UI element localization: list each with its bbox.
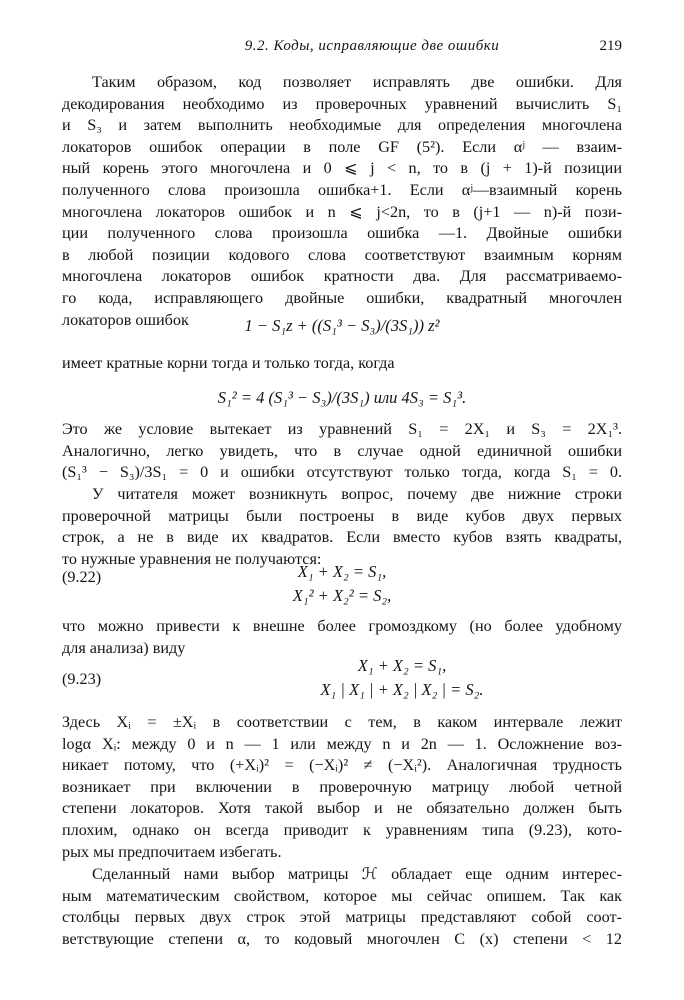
equation-9-23-line-1: X₁ + X₂ = S₁,	[357, 656, 447, 675]
paragraph-reader-question	[62, 484, 622, 570]
text-line: степени локаторов. Хотя такой выбор и не обязательно должен быть	[62, 799, 622, 818]
paragraph-matrix-property	[62, 864, 622, 950]
text-line: многочлена локаторов ошибок кратности два. Для рассматриваемо-	[62, 267, 622, 286]
paragraph-multiple-roots	[62, 353, 622, 375]
text-line: ным математическим свойством, которое мы сейчас опишем. Так как	[62, 886, 622, 905]
text-line: и S₃ и затем выполнить необходимые для определения многочлена	[62, 116, 622, 135]
equation-9-22-line-1: X₁ + X₂ = S₁,	[297, 562, 387, 581]
text-line: локаторов ошибок	[62, 310, 189, 329]
text-line: Аналогично, легко увидеть, что в случае одной единичной ошибки	[62, 441, 622, 460]
text-line: для анализа) виду	[62, 638, 186, 657]
paragraph-same-condition	[62, 419, 622, 484]
text-line: многочлена локаторов ошибок и n ⩽ j<2n, то в (j+1 — n)-й пози-	[62, 202, 622, 221]
paragraph-decoding	[62, 72, 622, 331]
text-line: что можно привести к внешне более громоздкому (но более удобному	[62, 617, 622, 635]
equation-double-root-condition: S₁² = 4 (S₁³ − S₃)/(3S₁) или 4S₃ = S₁³.	[217, 388, 467, 407]
text-line: декодирования необходимо из проверочных уравнений вычислить S₁	[62, 94, 622, 113]
equation-9-23-line-2: X₁ | X₁ | + X₂ | X₂ | = S₂.	[320, 680, 484, 699]
text-line: то нужные уравнения не получаются:	[62, 549, 322, 568]
text-line: рых мы предпочитаем избегать.	[62, 842, 282, 861]
text-line: имеет кратные корни тогда и только тогда, когда	[62, 354, 395, 372]
paragraph-complication	[62, 712, 622, 863]
equation-9-22-line-2: X₁² + X₂² = S₂,	[292, 586, 392, 605]
text-line: возникает при включении в проверочную матрицу любой четной	[62, 777, 622, 796]
text-line: Здесь Xᵢ = ±Xᵢ в соответствии с тем, в каком интервале лежит	[62, 713, 622, 731]
text-line: ветствующие степени α, то кодовый многочлен C (x) степени < 12	[62, 929, 622, 948]
text-line: плохим, однако он всегда приводит к уравнениям типа (9.23), кото-	[62, 820, 622, 839]
equation-number-9-23: (9.23)	[62, 670, 102, 688]
text-line: го кода, исправляющего двойные ошибки, квадратный многочлен	[62, 288, 622, 307]
text-line: локаторов ошибок операции в поле GF (5²). Если αʲ — взаим-	[62, 137, 622, 156]
text-line: ции полученного слова произошла ошибка —1. Двойные ошибки	[62, 224, 622, 243]
text-line: в любой позиции кодового слова соответствуют взаимным корням	[62, 245, 622, 264]
running-header	[62, 38, 622, 58]
text-line: полученного слова произошла ошибка+1. Если αʲ—взаимный корень	[62, 180, 622, 199]
text-line: Это же условие вытекает из уравнений S₁ = 2X₁ и S₃ = 2X₁³.	[62, 420, 622, 438]
text-line: строк, а не в виде их квадратов. Если вместо кубов взять квадраты,	[62, 528, 622, 547]
text-line: никает потому, что (+Xᵢ)² = (−Xᵢ)² ≠ (−Xᵢ²). Аналогичная трудность	[62, 756, 622, 775]
text-line: Таким образом, код позволяет исправлять две ошибки. Для	[92, 73, 622, 91]
text-line: ный корень этого многочлена и 0 ⩽ j < n, то в (j + 1)-й позиции	[62, 159, 622, 178]
text-line: проверочной матрицы были построены в виде кубов двух первых	[62, 506, 622, 525]
text-line: Сделанный нами выбор матрицы ℋ обладает еще одним интерес-	[92, 865, 622, 883]
text-line: столбцы первых двух строк этой матрицы представляют собой соот-	[62, 908, 622, 927]
text-line: logα Xᵢ: между 0 и n — 1 или между n и 2n — 1. Осложнение воз-	[62, 734, 622, 753]
equation-number-9-22: (9.22)	[62, 568, 102, 586]
text-line: У читателя может возникнуть вопрос, почему две нижние строки	[92, 485, 622, 503]
text-line: (S₁³ − S₃)/3S₁ = 0 и ошибки отсутствуют только тогда, когда S₁ = 0.	[62, 463, 622, 482]
equation-quadratic-locator: 1 − S₁z + ((S₁³ − S₃)/(3S₁)) z²	[244, 316, 440, 335]
running-title: 9.2. Коды, исправляющие две ошибки	[244, 38, 500, 54]
page-number: 219	[599, 38, 622, 54]
paragraph-cumbersome-form	[62, 616, 622, 659]
